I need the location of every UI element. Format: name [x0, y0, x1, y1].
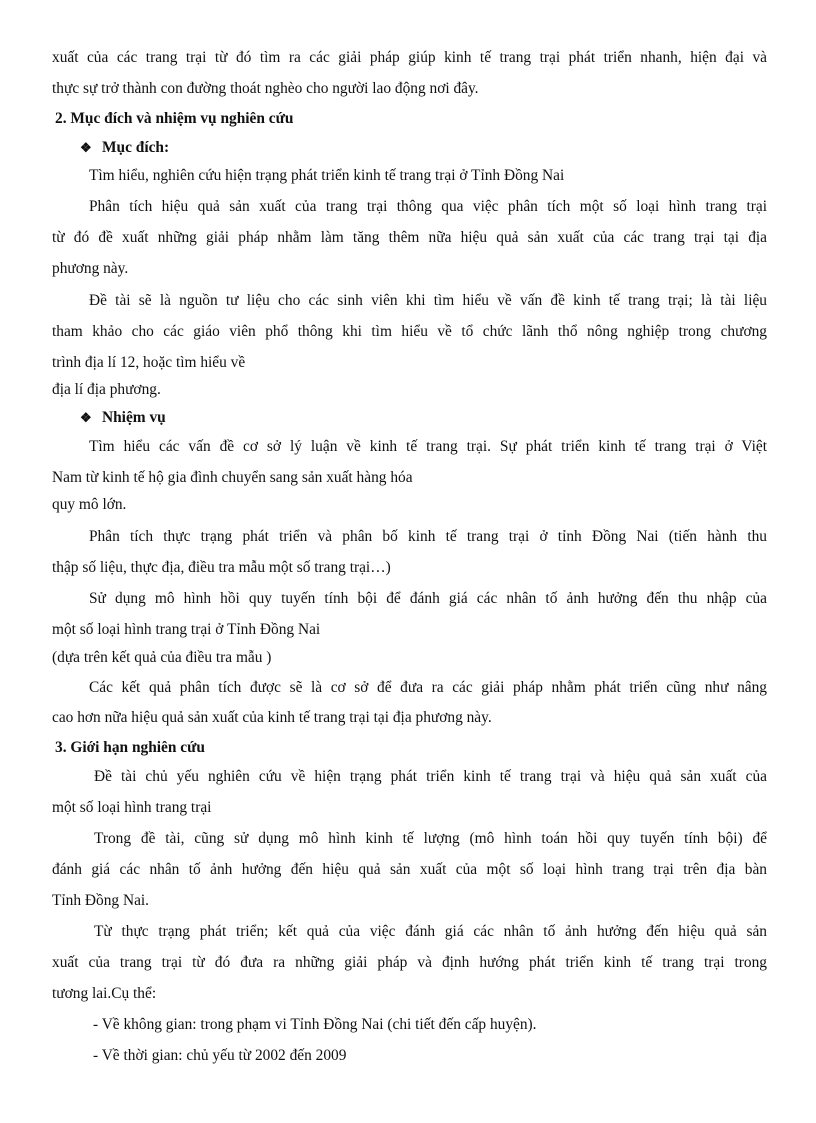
text-line: thực sự trở thành con đường thoát nghèo cho người lao động nơi đây.	[52, 80, 479, 97]
text-line: Phân tích hiệu quả sản xuất của trang trại thông qua việc phân tích một số loại hình trang trại	[89, 198, 767, 215]
text-line: tương lai.Cụ thể:	[52, 985, 157, 1002]
text-line: (dựa trên kết quả của điều tra mẫu )	[52, 649, 272, 666]
text-line: thập số liệu, thực địa, điều tra mẫu một số trang trại…)	[52, 559, 391, 576]
text-line: từ đó đề xuất những giải pháp nhằm làm tăng thêm nữa hiệu quả sản xuất của các trang trại tại địa	[52, 229, 767, 246]
text-line: xuất của trang trại từ đó đưa ra những giải pháp và định hướng phát triển kinh tế trang trại trong	[52, 954, 767, 971]
text-line: Trong đề tài, cũng sử dụng mô hình kinh tế lượng (mô hình toán hồi quy tuyến tính bội) để	[94, 830, 767, 847]
text-line: cao hơn nữa hiệu quả sản xuất của kinh tế trang trại tại địa phương này.	[52, 709, 492, 726]
text-line: xuất của các trang trại từ đó tìm ra các giải pháp giúp kinh tế trang trại phát triển nhanh, hiện đại và	[52, 49, 767, 66]
text-line: Đề tài sẽ là nguồn tư liệu cho các sinh viên khi tìm hiểu về vấn đề kinh tế trang trại; là tài liệu	[89, 292, 767, 309]
text-line: đánh giá các nhân tố ảnh hưởng đến hiệu quả sản xuất của một số loại hình trang trại trên địa bàn	[52, 861, 767, 878]
text-line: - Về không gian: trong phạm vi Tỉnh Đồng Nai (chi tiết đến cấp huyện).	[93, 1016, 537, 1033]
text-line: trình địa lí 12, hoặc tìm hiểu về	[52, 354, 246, 371]
text-line: địa lí địa phương.	[52, 381, 161, 398]
text-line: Tỉnh Đồng Nai.	[52, 892, 150, 909]
text-line: Từ thực trạng phát triển; kết quả của việc đánh giá các nhân tố ảnh hưởng đến hiệu quả sản	[94, 923, 767, 940]
text-line: Nam từ kinh tế hộ gia đình chuyển sang sản xuất hàng hóa	[52, 469, 413, 486]
section-heading-2: 2. Mục đích và nhiệm vụ nghiên cứu	[55, 110, 294, 127]
text-line: Tìm hiểu các vấn đề cơ sở lý luận về kinh tế trang trại. Sự phát triển kinh tế trang trại ở Việt	[89, 438, 767, 455]
text-line: phương này.	[52, 260, 129, 277]
text-line: Đề tài chủ yếu nghiên cứu về hiện trạng phát triển kinh tế trang trại và hiệu quả sản xuất của	[94, 768, 767, 785]
subheading-muc-dich: ❖ Mục đích:	[80, 139, 170, 156]
text-line: quy mô lớn.	[52, 496, 127, 513]
text-line: Sử dụng mô hình hồi quy tuyến tính bội để đánh giá các nhân tố ảnh hưởng đến thu nhập của	[89, 590, 767, 607]
text-line: - Về thời gian: chủ yếu từ 2002 đến 2009	[93, 1047, 347, 1064]
text-line: Tìm hiểu, nghiên cứu hiện trạng phát triển kinh tế trang trại ở Tỉnh Đồng Nai	[89, 167, 565, 184]
text-line: Phân tích thực trạng phát triển và phân bố kinh tế trang trại ở tỉnh Đồng Nai (tiến hành thu	[89, 528, 767, 545]
text-line: tham khảo cho các giáo viên phổ thông khi tìm hiểu về tổ chức lãnh thổ nông nghiệp trong chương	[52, 323, 767, 340]
diamond-bullet-icon: ❖	[80, 410, 92, 425]
text-line: Các kết quả phân tích được sẽ là cơ sở để đưa ra các giải pháp nhằm phát triển cũng như nâng	[89, 679, 767, 696]
text-line: một số loại hình trang trại ở Tỉnh Đồng Nai	[52, 621, 321, 638]
diamond-bullet-icon: ❖	[80, 140, 92, 155]
text-line: một số loại hình trang trại	[52, 799, 212, 816]
subheading-nhiem-vu: ❖ Nhiệm vụ	[80, 409, 166, 426]
section-heading-3: 3. Giới hạn nghiên cứu	[55, 739, 205, 756]
